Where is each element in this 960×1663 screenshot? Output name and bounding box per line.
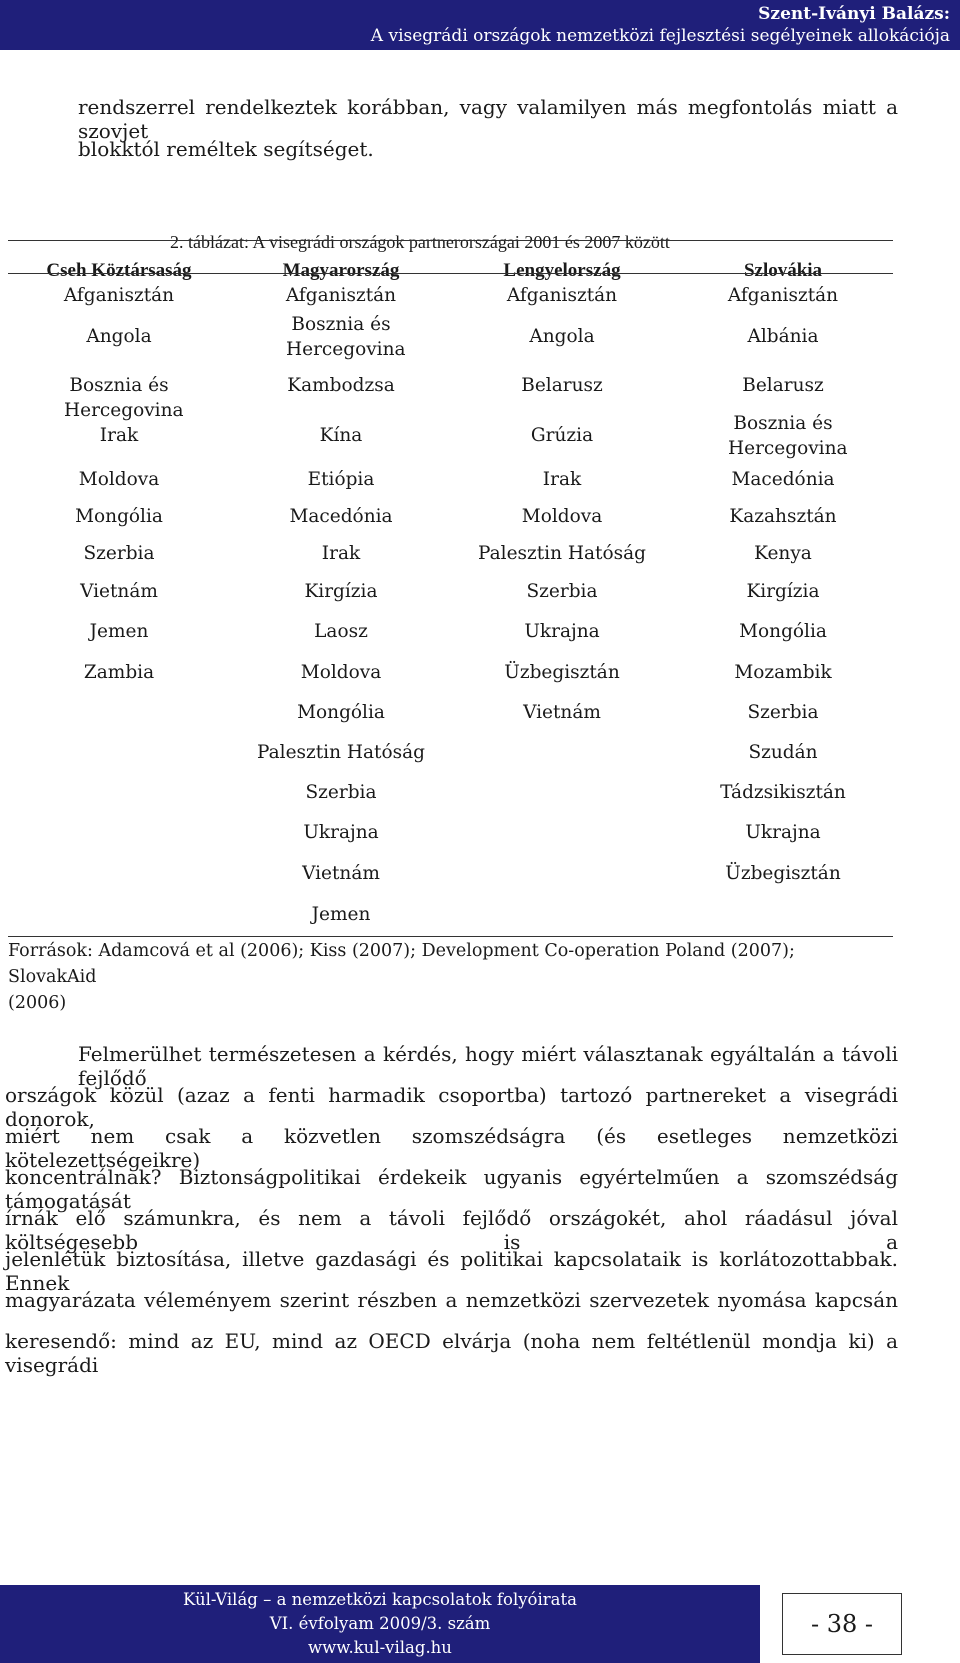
running-header (0, 0, 960, 50)
body-line-4: koncentrálnak? Biztonságpolitikai érdekeik ugyanis egyértelműen a szomszédság támogatását (5, 1165, 898, 1213)
table-cell-poland: Irak (542, 469, 582, 490)
table-cell-czech: Afganisztán (63, 285, 175, 306)
table-cell-poland: Szerbia (526, 581, 598, 602)
table-cell-poland: Ukrajna (524, 621, 600, 642)
table-cell-poland: Vietnám (523, 702, 601, 723)
table-cell-poland: Moldova (521, 506, 603, 527)
body-line-3: miért nem csak a közvetlen szomszédságra (és esetleges nemzetközi kötelezettségeikre) (5, 1124, 898, 1172)
footer-url[interactable]: www.kul-vilag.hu (308, 1638, 452, 1657)
table-cell-poland: Afganisztán (506, 285, 618, 306)
table-cell-slovakia: Ukrajna (745, 822, 821, 843)
body-line-8: keresendő: mind az EU, mind az OECD elvárja (noha nem feltétlenül mondja ki) a visegrádi (5, 1329, 898, 1377)
col-header-hungary: Magyarország (282, 260, 400, 281)
table-cell-czech: Angola (86, 326, 152, 347)
table-cell-poland: Üzbegisztán (504, 662, 620, 683)
footer-journal-box (0, 1585, 760, 1663)
table-caption: 2. táblázat: A visegrádi országok partnerországai 2001 és 2007 között (170, 232, 670, 252)
table-top-rule (8, 240, 893, 241)
table-cell-hungary: Irak (321, 543, 361, 564)
body-line-1: Felmerülhet természetesen a kérdés, hogy miért választanak egyáltalán a távoli fejlődő (78, 1042, 898, 1090)
table-cell-czech: Zambia (83, 662, 155, 683)
table-cell-hungary: Kambodzsa (287, 375, 395, 396)
sources-line-1: Források: Adamcová et al (2006); Kiss (2007); Development Co-operation Poland (2007); SlovakAid (8, 941, 795, 987)
table-cell-poland: Angola (529, 326, 595, 347)
table-cell-czech: Moldova (78, 469, 160, 490)
body-line-6: jelenlétük biztosítása, illetve gazdasági és politikai kapcsolataik is korlátozottabbak. Ennek (5, 1247, 898, 1295)
body-line-5: írnák elő számunkra, és nem a távoli fejlődő országokét, ahol ráadásul jóval költségesebb is a (5, 1206, 898, 1254)
table-sources (8, 938, 888, 1016)
body-line-2: országok közül (azaz a fenti harmadik csoportba) tartozó partnereket a visegrádi donorok, (5, 1083, 898, 1131)
body-line-7: magyarázata véleményem szerint részben a nemzetközi szervezetek nyomása kapcsán (5, 1288, 898, 1312)
table-cell-poland: Belarusz (521, 375, 603, 396)
table-cell-hungary: Laosz (314, 621, 368, 642)
sources-line-2: (2006) (8, 993, 67, 1013)
col-header-slovakia: Szlovákia (743, 260, 823, 281)
table-cell-hungary: Mongólia (297, 702, 385, 723)
page-footer (0, 1585, 905, 1663)
table-cell-hungary: Palesztin Hatóság (257, 742, 425, 763)
table-cell-hungary: Bosznia és Hercegovina (286, 314, 406, 360)
table-cell-slovakia: Tádzsikisztán (720, 782, 846, 803)
intro-line-1: rendszerrel rendelkeztek korábban, vagy valamilyen más megfontolás miatt a szovjet (78, 95, 898, 143)
table-cell-slovakia: Üzbegisztán (725, 863, 841, 884)
table-cell-slovakia: Afganisztán (727, 285, 839, 306)
footer-issue: VI. évfolyam 2009/3. szám (269, 1614, 491, 1633)
table-cell-hungary: Jemen (311, 904, 371, 925)
table-cell-hungary: Kína (319, 425, 363, 446)
table-cell-slovakia: Kazahsztán (729, 506, 837, 527)
table-cell-slovakia: Szudán (748, 742, 818, 763)
table-cell-czech: Vietnám (80, 581, 158, 602)
table-cell-poland: Palesztin Hatóság (478, 543, 646, 564)
table-cell-slovakia: Mongólia (739, 621, 827, 642)
table-cell-slovakia: Szerbia (747, 702, 819, 723)
header-title: A visegrádi országok nemzetközi fejlesztési segélyeinek allokációja (370, 26, 950, 46)
table-cell-slovakia: Belarusz (742, 375, 824, 396)
table-cell-hungary: Macedónia (289, 506, 393, 527)
table-cell-hungary: Afganisztán (285, 285, 397, 306)
col-header-poland: Lengyelország (503, 260, 621, 281)
table-cell-czech: Mongólia (75, 506, 163, 527)
table-cell-hungary: Vietnám (302, 863, 380, 884)
table-cell-slovakia: Bosznia és Hercegovina (728, 413, 848, 459)
footer-journal: Kül-Világ – a nemzetközi kapcsolatok folyóirata (183, 1590, 577, 1609)
table-cell-slovakia: Albánia (747, 326, 819, 347)
table-cell-hungary: Szerbia (305, 782, 377, 803)
page-number: - 38 - (782, 1593, 902, 1655)
table-cell-hungary: Moldova (300, 662, 382, 683)
header-author: Szent-Iványi Balázs: (758, 4, 950, 24)
table-bottom-rule (8, 936, 893, 937)
table-cell-slovakia: Kirgízia (746, 581, 820, 602)
intro-line-2: blokktól reméltek segítséget. (78, 137, 374, 161)
table-cell-czech: Szerbia (83, 543, 155, 564)
table-cell-hungary: Kirgízia (304, 581, 378, 602)
table-cell-czech: Jemen (89, 621, 149, 642)
table-cell-czech: Bosznia és Hercegovina (64, 375, 184, 421)
table-cell-slovakia: Mozambik (734, 662, 832, 683)
table-cell-slovakia: Kenya (754, 543, 812, 564)
table-cell-hungary: Ukrajna (303, 822, 379, 843)
table-cell-czech: Irak (99, 425, 139, 446)
col-header-czech: Cseh Köztársaság (46, 260, 192, 281)
table-cell-slovakia: Macedónia (731, 469, 835, 490)
table-header-rule (8, 273, 893, 274)
table-cell-hungary: Etiópia (307, 469, 375, 490)
table-cell-poland: Grúzia (530, 425, 594, 446)
